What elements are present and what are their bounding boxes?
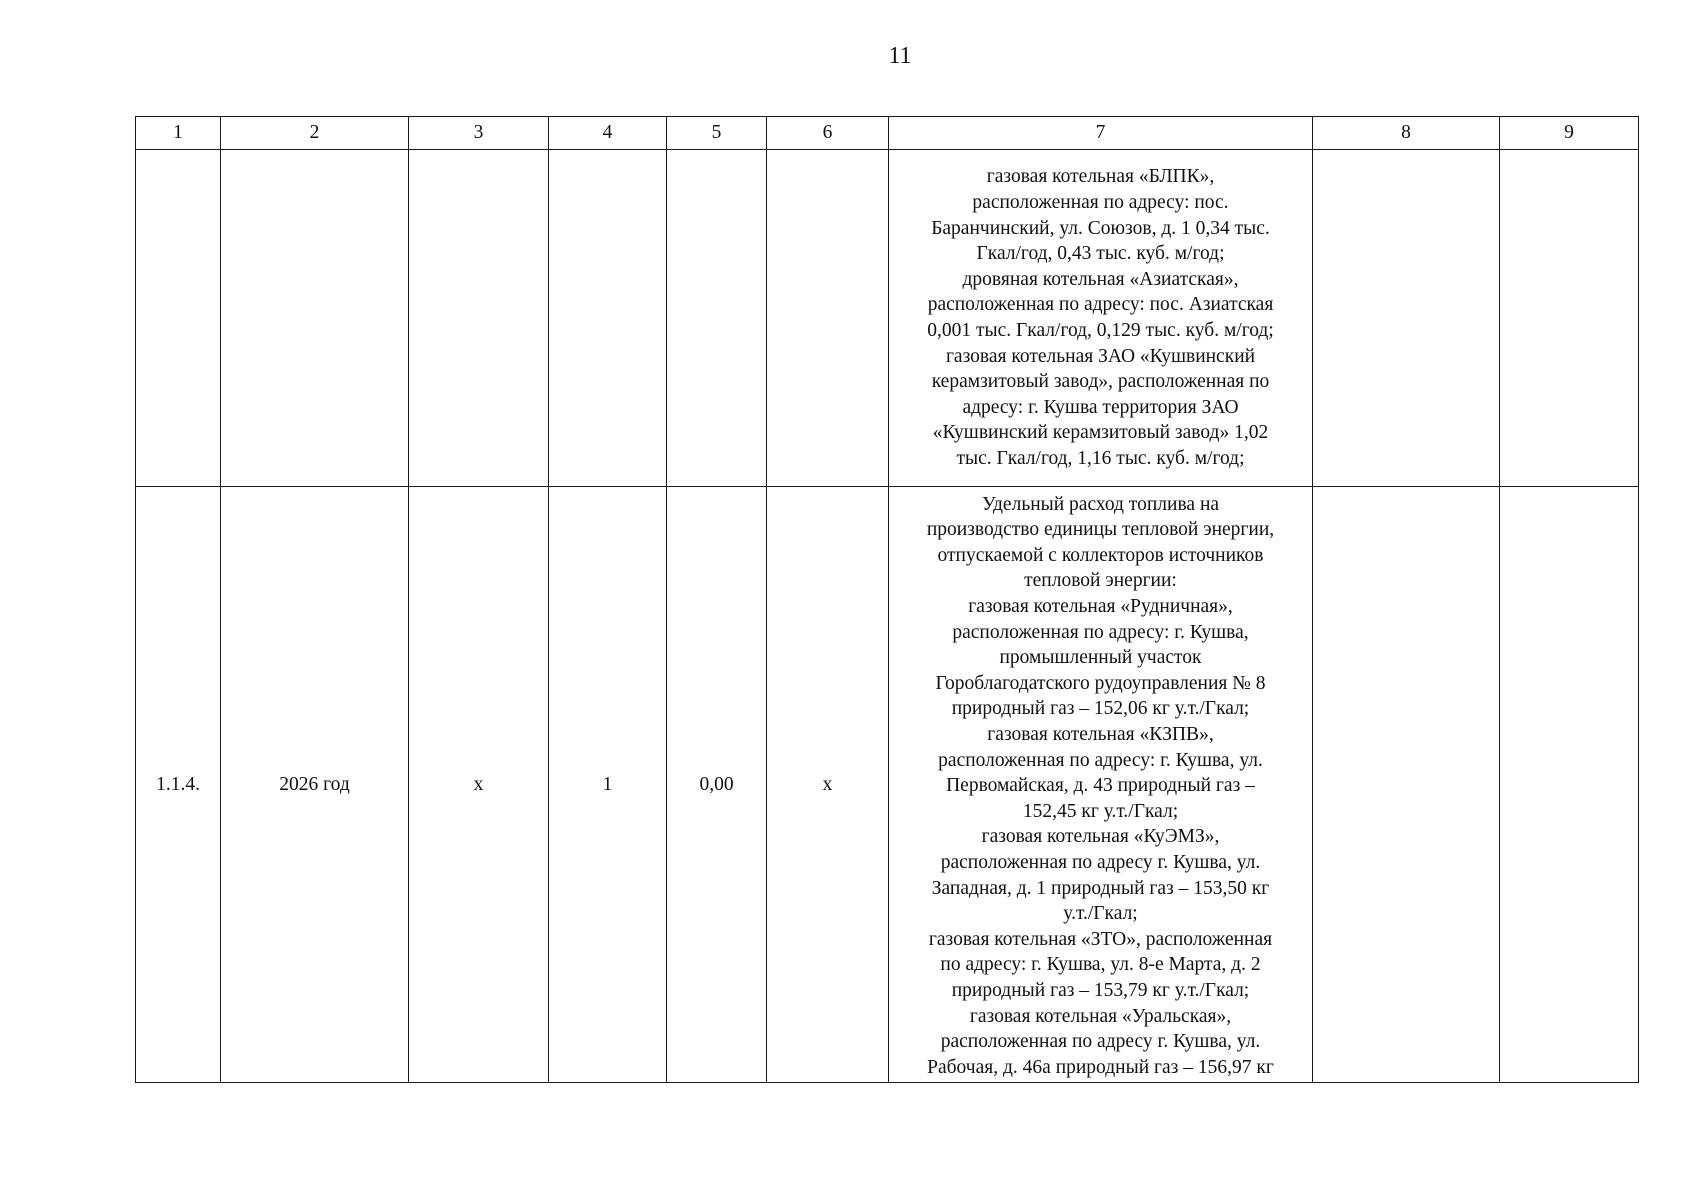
description-line: 0,001 тыс. Гкал/год, 0,129 тыс. куб. м/год; — [927, 320, 1274, 341]
description-line: расположенная по адресу: г. Кушва, ул. — [938, 749, 1263, 771]
cell-col5: 0,00 — [667, 487, 767, 1083]
description-line: газовая котельная «ЗТО», расположенная — [928, 928, 1273, 950]
cell-col6 — [767, 150, 889, 487]
table-row-continuation — [136, 150, 1639, 487]
description-line: Первомайская, д. 43 природный газ – — [946, 775, 1255, 797]
description-line: природный газ – 153,79 кг у.т./Гкал; — [951, 979, 1250, 1001]
description-line: газовая котельная «КЗПВ», — [987, 724, 1214, 746]
column-header: 7 — [889, 117, 1313, 150]
cell-col6: х — [767, 487, 889, 1083]
column-header: 3 — [409, 117, 549, 150]
column-header: 5 — [667, 117, 767, 150]
description-line: промышленный участок — [999, 647, 1202, 669]
cell-number — [136, 150, 221, 487]
description-line: расположенная по адресу: г. Кушва, — [952, 621, 1249, 643]
description-line: производство единицы тепловой энергии, — [926, 519, 1275, 541]
description-line: тыс. Гкал/год, 1,16 тыс. куб. м/год; — [956, 447, 1245, 469]
description-line: Западная, д. 1 природный газ – 153,50 кг — [931, 877, 1270, 899]
description-line: расположенная по адресу: пос. — [972, 192, 1229, 214]
cell-col9 — [1500, 150, 1639, 487]
description-line: у.т./Гкал; — [1063, 903, 1138, 925]
table-row-1-1-4 — [136, 487, 1639, 1083]
description-line: тепловой энергии: — [1024, 570, 1177, 592]
column-header: 4 — [549, 117, 667, 150]
description-line: Гкал/год, 0,43 тыс. куб. м/год; — [976, 243, 1225, 265]
description-line: по адресу: г. Кушва, ул. 8-е Марта, д. 2 — [940, 954, 1261, 976]
cell-description — [889, 487, 1313, 1083]
cell-col4 — [549, 150, 667, 487]
description-line: керамзитовый завод», расположенная по — [931, 371, 1270, 393]
cell-number: 1.1.4. — [136, 487, 221, 1083]
cell-col4: 1 — [549, 487, 667, 1083]
cell-col9 — [1500, 487, 1639, 1083]
column-header: 8 — [1313, 117, 1500, 150]
description-line: газовая котельная ЗАО «Кушвинский — [945, 345, 1256, 367]
description-line: газовая котельная «Рудничная», — [968, 596, 1233, 618]
description-line: расположенная по адресу г. Кушва, ул. — [940, 851, 1261, 873]
data-table — [135, 116, 1639, 1083]
description-line: Удельный расход топлива на — [981, 493, 1220, 515]
description-line: природный газ – 152,06 кг у.т./Гкал; — [951, 698, 1250, 720]
column-header: 2 — [221, 117, 409, 150]
cell-period — [221, 150, 409, 487]
description-line: газовая котельная «БЛПК», — [986, 166, 1215, 188]
table-header-row — [136, 117, 1639, 150]
cell-col3: х — [409, 487, 549, 1083]
column-header: 1 — [136, 117, 221, 150]
description-line: Рабочая, д. 46а природный газ – 156,97 кг — [927, 1056, 1274, 1078]
description-line: расположенная по адресу: пос. Азиатская — [927, 294, 1274, 316]
cell-description — [889, 150, 1313, 487]
description-line: расположенная по адресу г. Кушва, ул. — [940, 1031, 1261, 1053]
description-line: Гороблагодатского рудоуправления № 8 — [935, 672, 1266, 694]
column-header: 6 — [767, 117, 889, 150]
page-number: 11 — [888, 43, 912, 69]
column-header: 9 — [1500, 117, 1639, 150]
description-line: Баранчинский, ул. Союзов, д. 1 0,34 тыс. — [931, 217, 1270, 239]
cell-period: 2026 год — [221, 487, 409, 1083]
description-line: отпускаемой с коллекторов источников — [937, 544, 1264, 566]
description-line: газовая котельная «КуЭМЗ», — [981, 826, 1220, 848]
cell-col5 — [667, 150, 767, 487]
description-line: адресу: г. Кушва территория ЗАО — [962, 396, 1239, 418]
description-line: газовая котельная «Уральская», — [969, 1005, 1232, 1027]
description-line: 152,45 кг у.т./Гкал; — [1022, 800, 1179, 822]
description-line: дровяная котельная «Азиатская», — [962, 268, 1239, 290]
cell-col8 — [1313, 150, 1500, 487]
cell-col3 — [409, 150, 549, 487]
cell-col8 — [1313, 487, 1500, 1083]
description-line: «Кушвинский керамзитовый завод» 1,02 — [932, 422, 1269, 444]
